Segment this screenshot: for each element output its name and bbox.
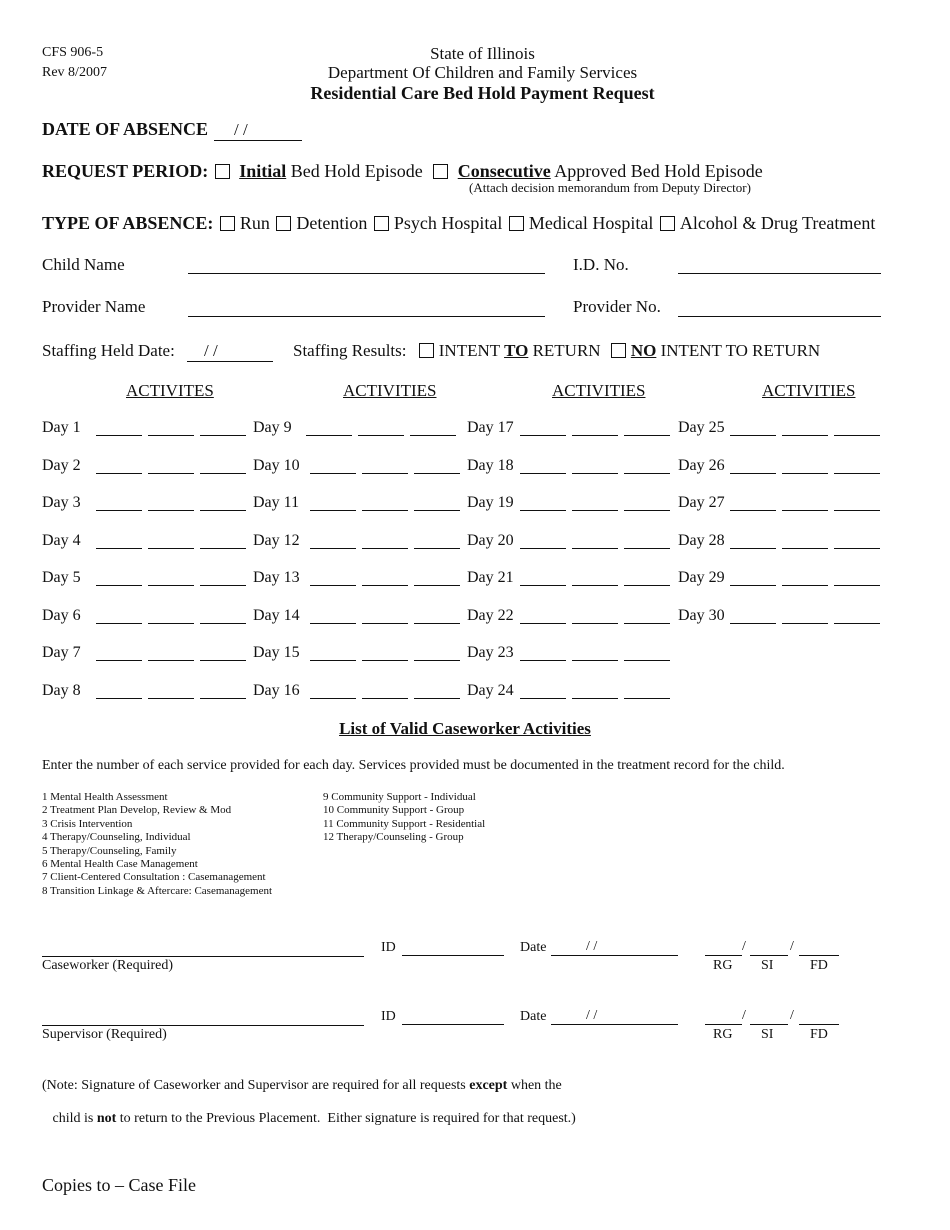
- activity-blank[interactable]: [414, 548, 460, 549]
- caseworker-id-field[interactable]: [402, 955, 504, 956]
- note-line-1: [42, 1078, 562, 1094]
- list-item: 5 Therapy/Counseling, Family: [42, 844, 177, 857]
- provider-name-field[interactable]: [188, 316, 545, 317]
- no-label: NO: [630, 341, 657, 360]
- caseworker-label: Caseworker (Required): [42, 958, 174, 973]
- alcohol-drug-label: Alcohol & Drug Treatment: [679, 213, 876, 233]
- medical-hospital-label: Medical Hospital: [528, 213, 654, 233]
- list-item: 6 Mental Health Case Management: [42, 858, 198, 871]
- caseworker-si-field[interactable]: [750, 955, 788, 956]
- caseworker-id-label: ID: [381, 940, 396, 955]
- provider-no-label: Provider No.: [573, 297, 661, 316]
- consecutive-label: Consecutive: [457, 161, 551, 181]
- activity-blank[interactable]: [148, 585, 194, 586]
- activities-list-2: [323, 791, 485, 845]
- supervisor-label: Supervisor (Required): [42, 1027, 167, 1042]
- day-label: Day 18: [467, 456, 514, 474]
- day-label: Day 2: [42, 456, 81, 474]
- list-item: 8 Transition Linkage & Aftercare: Casemanagement: [42, 884, 273, 897]
- activity-blank[interactable]: [782, 510, 828, 511]
- caseworker-date-field[interactable]: / /: [551, 939, 678, 956]
- activity-blank[interactable]: [310, 698, 356, 699]
- intent-label: INTENT: [438, 341, 500, 360]
- activity-blank[interactable]: [200, 698, 246, 699]
- list-item: 12 Therapy/Counseling - Group: [323, 831, 464, 844]
- activity-blank[interactable]: [362, 473, 408, 474]
- activity-blank[interactable]: [624, 698, 670, 699]
- activity-blank[interactable]: [96, 698, 142, 699]
- staffing-results-row: [293, 341, 820, 361]
- staffing-results-label: Staffing Results:: [293, 341, 407, 360]
- activity-blank[interactable]: [624, 473, 670, 474]
- provider-name-label: Provider Name: [42, 297, 146, 316]
- activity-blank[interactable]: [310, 510, 356, 511]
- no-intent-label: INTENT TO RETURN: [660, 341, 821, 360]
- form-number: CFS 906-5: [42, 45, 104, 60]
- activities-list-1: [42, 791, 272, 898]
- day-label: Day 5: [42, 569, 81, 586]
- child-name-label: Child Name: [42, 255, 125, 274]
- activity-blank[interactable]: [624, 435, 670, 436]
- activity-blank[interactable]: [200, 548, 246, 549]
- type-of-absence-row: [42, 213, 875, 234]
- staffing-held-date-field[interactable]: / /: [187, 341, 273, 362]
- activity-blank[interactable]: [572, 510, 618, 511]
- day-label: Day 16: [253, 681, 300, 699]
- supervisor-si-field[interactable]: [750, 1024, 788, 1025]
- activity-blank[interactable]: [730, 510, 776, 511]
- activity-blank[interactable]: [782, 585, 828, 586]
- consecutive-checkbox[interactable]: [433, 164, 448, 179]
- activity-blank[interactable]: [572, 660, 618, 661]
- day-label: Day 30: [678, 606, 725, 624]
- medical-hospital-checkbox[interactable]: [509, 216, 524, 231]
- day-label: Day 19: [467, 494, 514, 511]
- activity-blank[interactable]: [96, 473, 142, 474]
- activity-blank[interactable]: [200, 585, 246, 586]
- activity-blank[interactable]: [96, 585, 142, 586]
- activity-blank[interactable]: [572, 698, 618, 699]
- activity-blank[interactable]: [520, 585, 566, 586]
- activity-blank[interactable]: [310, 623, 356, 624]
- list-item: 4 Therapy/Counseling, Individual: [42, 831, 191, 844]
- day-label: Day 11: [253, 494, 300, 511]
- day-label: Day 9: [253, 419, 292, 436]
- day-label: Day 1: [42, 419, 81, 436]
- day-label: Day 8: [42, 681, 81, 699]
- activity-blank[interactable]: [414, 660, 460, 661]
- activity-blank[interactable]: [624, 660, 670, 661]
- activity-blank[interactable]: [782, 548, 828, 549]
- child-name-field[interactable]: [188, 273, 545, 274]
- activity-blank[interactable]: [572, 435, 618, 436]
- day-label: Day 20: [467, 531, 514, 549]
- supervisor-date-field[interactable]: / /: [551, 1008, 678, 1025]
- activity-blank[interactable]: [834, 623, 880, 624]
- activity-blank[interactable]: [834, 435, 880, 436]
- rg-label: RG: [713, 1027, 733, 1042]
- type-of-absence-label: TYPE OF ABSENCE:: [42, 213, 214, 233]
- supervisor-id-label: ID: [381, 1009, 396, 1024]
- activity-blank[interactable]: [96, 623, 142, 624]
- initial-label-rest: Bed Hold Episode: [290, 161, 423, 181]
- initial-label: Initial: [239, 161, 287, 181]
- activity-blank[interactable]: [96, 435, 142, 436]
- activity-blank[interactable]: [730, 585, 776, 586]
- activity-blank[interactable]: [520, 623, 566, 624]
- list-item: 3 Crisis Intervention: [42, 817, 133, 830]
- activity-blank[interactable]: [782, 473, 828, 474]
- activity-blank[interactable]: [310, 473, 356, 474]
- activity-blank[interactable]: [306, 435, 352, 436]
- activity-blank[interactable]: [414, 473, 460, 474]
- note-text: child is: [49, 1111, 97, 1126]
- activity-blank[interactable]: [624, 548, 670, 549]
- activity-blank[interactable]: [520, 435, 566, 436]
- activity-blank[interactable]: [834, 510, 880, 511]
- activity-blank[interactable]: [310, 548, 356, 549]
- request-period-note: (Attach decision memorandum from Deputy Director): [469, 180, 751, 195]
- activity-blank[interactable]: [624, 510, 670, 511]
- consecutive-label-rest: Approved Bed Hold Episode: [554, 161, 763, 181]
- day-label: Day 3: [42, 494, 81, 511]
- activity-blank[interactable]: [730, 623, 776, 624]
- list-item: 11 Community Support - Residential: [323, 817, 486, 830]
- activity-blank[interactable]: [520, 698, 566, 699]
- activity-blank[interactable]: [96, 548, 142, 549]
- caseworker-rg-field[interactable]: [705, 955, 742, 956]
- supervisor-date-label: Date: [520, 1009, 547, 1024]
- request-period-label: REQUEST PERIOD:: [42, 161, 209, 181]
- activity-blank[interactable]: [834, 585, 880, 586]
- slash: /: [790, 939, 794, 954]
- si-label: SI: [761, 958, 774, 973]
- form-revision: Rev 8/2007: [42, 65, 107, 80]
- date-of-absence-field[interactable]: / /: [214, 120, 302, 141]
- note-emphasis: not: [96, 1111, 117, 1126]
- supervisor-id-field[interactable]: [402, 1024, 504, 1025]
- day-label: Day 22: [467, 606, 514, 624]
- department-name: Department Of Children and Family Services: [327, 63, 638, 82]
- activity-blank[interactable]: [730, 435, 776, 436]
- fd-label: FD: [810, 958, 828, 973]
- activity-blank[interactable]: [148, 698, 194, 699]
- psych-hospital-checkbox[interactable]: [374, 216, 389, 231]
- activity-blank[interactable]: [782, 435, 828, 436]
- activity-blank[interactable]: [414, 623, 460, 624]
- activity-blank[interactable]: [200, 660, 246, 661]
- rg-label: RG: [713, 958, 733, 973]
- activity-blank[interactable]: [148, 548, 194, 549]
- activity-blank[interactable]: [148, 623, 194, 624]
- note-text: (Note: Signature of Caseworker and Supervisor are required for all requests: [42, 1078, 470, 1093]
- day-label: Day 23: [467, 644, 514, 661]
- activity-blank[interactable]: [148, 473, 194, 474]
- activities-header-1: ACTIVITES: [126, 381, 214, 400]
- activity-blank[interactable]: [358, 435, 404, 436]
- day-label: Day 28: [678, 531, 725, 549]
- activity-blank[interactable]: [148, 435, 194, 436]
- psych-hospital-label: Psych Hospital: [393, 213, 503, 233]
- activity-blank[interactable]: [96, 510, 142, 511]
- activity-blank[interactable]: [362, 698, 408, 699]
- provider-no-field[interactable]: [678, 316, 881, 317]
- fd-label: FD: [810, 1027, 828, 1042]
- activity-blank[interactable]: [414, 510, 460, 511]
- detention-checkbox[interactable]: [276, 216, 291, 231]
- activity-blank[interactable]: [520, 548, 566, 549]
- state-name: State of Illinois: [430, 44, 535, 63]
- copies-footer: Copies to – Case File: [42, 1175, 196, 1195]
- form-title: Residential Care Bed Hold Payment Request: [310, 83, 655, 103]
- day-label: Day 7: [42, 644, 81, 661]
- activity-blank[interactable]: [200, 623, 246, 624]
- note-line-2: [42, 1095, 576, 1127]
- activity-blank[interactable]: [96, 660, 142, 661]
- supervisor-signature-line[interactable]: [42, 1025, 364, 1026]
- day-label: Day 4: [42, 531, 81, 549]
- note-emphasis: except: [469, 1078, 508, 1093]
- detention-label: Detention: [296, 213, 368, 233]
- activity-blank[interactable]: [362, 548, 408, 549]
- activity-blank[interactable]: [834, 473, 880, 474]
- activities-list-title: List of Valid Caseworker Activities: [339, 719, 591, 738]
- day-label: Day 27: [678, 494, 725, 511]
- day-label: Day 24: [467, 681, 514, 699]
- intent-to-label: TO: [504, 341, 529, 360]
- activity-blank[interactable]: [520, 510, 566, 511]
- list-item: 1 Mental Health Assessment: [42, 791, 168, 803]
- day-label: Day 29: [678, 569, 725, 586]
- list-item: 9 Community Support - Individual: [323, 791, 476, 803]
- activity-blank[interactable]: [782, 623, 828, 624]
- si-label: SI: [761, 1027, 774, 1042]
- activities-instructions: Enter the number of each service provided for each day. Services provided must be documented in the treatment record for the child.: [42, 758, 785, 773]
- activity-blank[interactable]: [362, 660, 408, 661]
- activity-blank[interactable]: [572, 623, 618, 624]
- activity-blank[interactable]: [148, 510, 194, 511]
- activities-header-3: ACTIVITIES: [552, 381, 646, 400]
- activity-blank[interactable]: [572, 585, 618, 586]
- activity-blank[interactable]: [730, 473, 776, 474]
- list-item: 7 Client-Centered Consultation : Casemanagement: [42, 871, 266, 884]
- day-label: Day 26: [678, 456, 725, 474]
- slash: /: [742, 1008, 746, 1023]
- activity-blank[interactable]: [624, 623, 670, 624]
- activity-blank[interactable]: [520, 660, 566, 661]
- day-label: Day 25: [678, 419, 725, 436]
- activity-blank[interactable]: [414, 585, 460, 586]
- caseworker-fd-field[interactable]: [799, 955, 839, 956]
- date-of-absence-label: DATE OF ABSENCE: [42, 119, 209, 139]
- intent-to-return-checkbox[interactable]: [419, 343, 434, 358]
- activity-blank[interactable]: [362, 623, 408, 624]
- caseworker-signature-line[interactable]: [42, 956, 364, 957]
- activity-blank[interactable]: [200, 435, 246, 436]
- request-period-row: [42, 161, 763, 182]
- activity-blank[interactable]: [362, 585, 408, 586]
- alcohol-drug-checkbox[interactable]: [660, 216, 675, 231]
- day-label: Day 12: [253, 531, 300, 549]
- list-item: 10 Community Support - Group: [323, 804, 465, 817]
- activity-blank[interactable]: [730, 548, 776, 549]
- day-label: Day 10: [253, 456, 300, 474]
- activity-blank[interactable]: [310, 585, 356, 586]
- activity-blank[interactable]: [362, 510, 408, 511]
- activity-blank[interactable]: [572, 548, 618, 549]
- no-intent-checkbox[interactable]: [611, 343, 626, 358]
- activity-blank[interactable]: [200, 510, 246, 511]
- day-label: Day 6: [42, 606, 81, 624]
- activities-header-4: ACTIVITIES: [762, 381, 856, 400]
- supervisor-fd-field[interactable]: [799, 1024, 839, 1025]
- activity-blank[interactable]: [572, 473, 618, 474]
- day-label: Day 17: [467, 419, 514, 436]
- intent-return-label: RETURN: [532, 341, 601, 360]
- activity-blank[interactable]: [520, 473, 566, 474]
- day-label: Day 14: [253, 606, 300, 624]
- id-no-field[interactable]: [678, 273, 881, 274]
- activity-blank[interactable]: [148, 660, 194, 661]
- staffing-held-label: Staffing Held Date:: [42, 341, 175, 360]
- activities-header-2: ACTIVITIES: [343, 381, 437, 400]
- day-label: Day 15: [253, 644, 300, 661]
- list-item: 2 Treatment Plan Develop, Review & Mod: [42, 804, 232, 817]
- run-checkbox[interactable]: [220, 216, 235, 231]
- activity-blank[interactable]: [834, 548, 880, 549]
- supervisor-rg-field[interactable]: [705, 1024, 742, 1025]
- initial-checkbox[interactable]: [215, 164, 230, 179]
- activity-blank[interactable]: [410, 435, 456, 436]
- id-no-label: I.D. No.: [573, 255, 629, 274]
- caseworker-date-label: Date: [520, 940, 547, 955]
- note-text: when the: [507, 1078, 562, 1093]
- activity-blank[interactable]: [624, 585, 670, 586]
- day-label: Day 21: [467, 569, 514, 586]
- note-text: to return to the Previous Placement. Either signature is required for that request.): [116, 1111, 576, 1126]
- activity-blank[interactable]: [414, 698, 460, 699]
- day-label: Day 13: [253, 569, 300, 586]
- slash: /: [742, 939, 746, 954]
- run-label: Run: [239, 213, 270, 233]
- slash: /: [790, 1008, 794, 1023]
- activity-blank[interactable]: [200, 473, 246, 474]
- activity-blank[interactable]: [310, 660, 356, 661]
